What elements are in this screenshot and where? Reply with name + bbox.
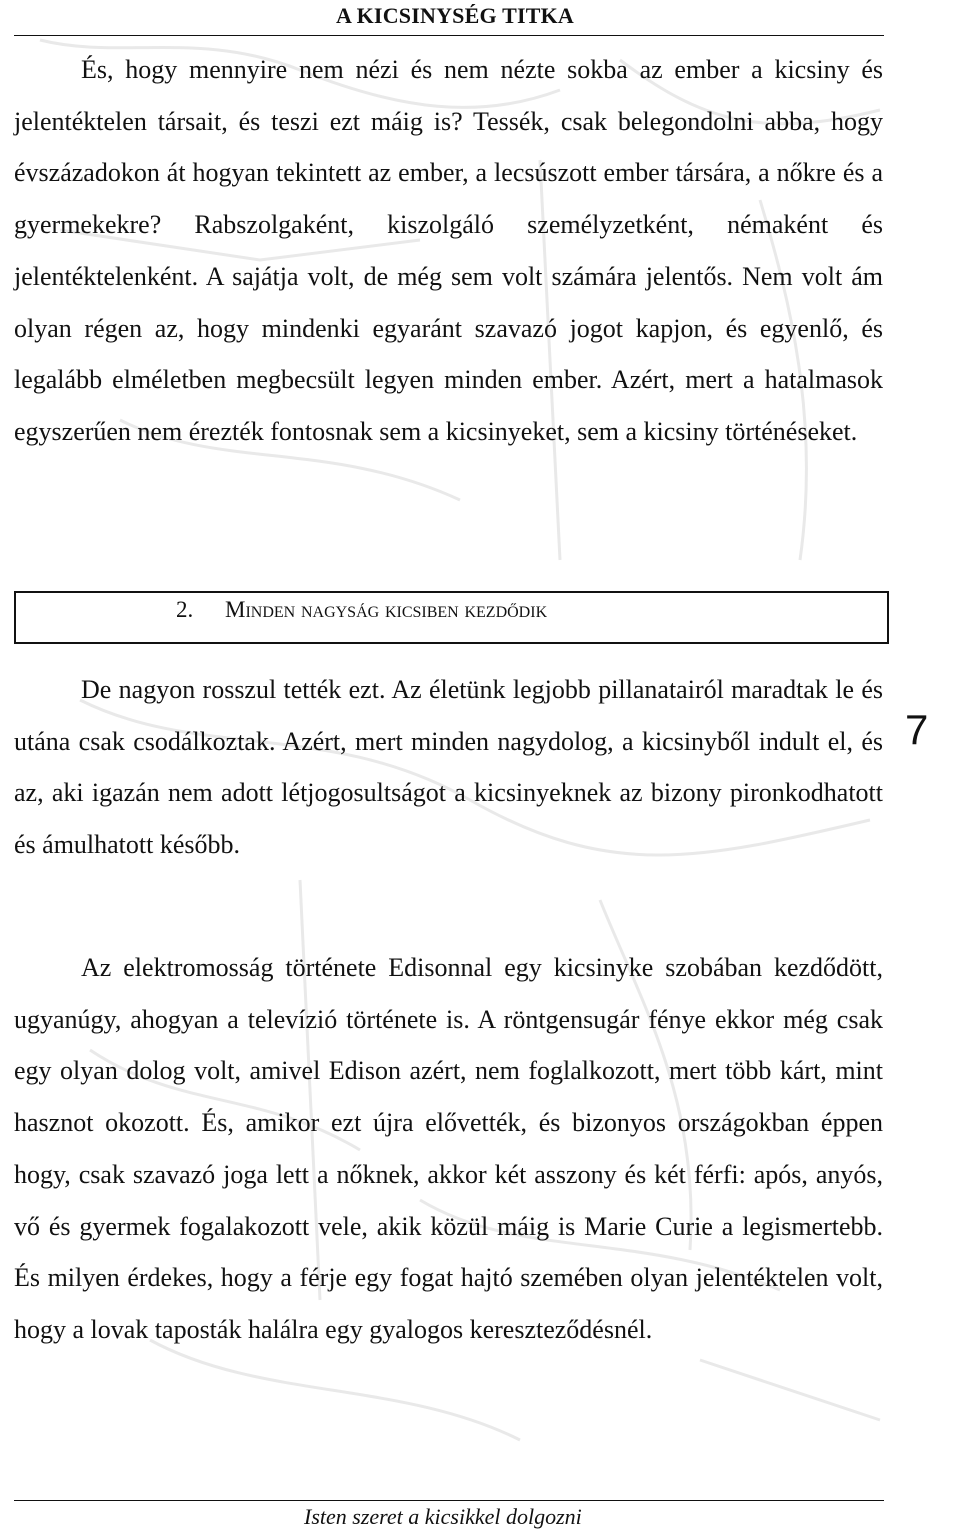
section-heading xyxy=(176,597,547,623)
paragraph-1: És, hogy mennyire nem nézi és nem nézte sokba az ember a kicsiny és jelentéktelen társait, és teszi ezt máig is? Tessék, csak belegondolni abba, hogy évszázadokon át hogyan tekintett az ember, a lecsúszott ember társára, a nőkre és a gyermekekre? Rabszolgaként, kiszolgáló személyzetként, némaként és jelentéktelenként. A sajátja volt, de még sem volt számára jelentős. Nem volt ám olyan régen az, hogy mindenki egyaránt szavazó jogot kapjon, és egyenlő, és legalább elméletben megbecsült legyen minden ember. Azért, mert a hatalmasok egyszerűen nem érezték fontosnak sem a kicsinyeket, sem a kicsiny történéseket. xyxy=(14,55,883,446)
section-number: 2. xyxy=(176,597,194,622)
page-footer xyxy=(14,1500,884,1535)
section-heading-box xyxy=(14,591,889,644)
footer-text: Isten szeret a kicsikkel dolgozni xyxy=(304,1504,582,1529)
section-title: Minden nagyság kicsiben kezdődik xyxy=(225,597,548,622)
paragraph-2: De nagyon rosszul tették ezt. Az életünk legjobb pillanatairól maradtak le és utána csak csodálkoztak. Azért, mert minden nagydolog, a kicsinyből indult el, és az, aki igazán nem adott létjogosultságot a kicsinyeknek az bizony pironkodhatott és ámulhatott később. xyxy=(14,675,883,860)
paragraph-3: Az elektromosság története Edisonnal egy kicsinyke szobában kezdődött, ugyanúgy, ahogyan a televízió története is. A röntgensugár fénye ekkor még csak egy olyan dolog volt, amivel Edison azért, nem foglalkozott, mert több kárt, mint hasznot okozott. És, amikor ezt újra elővették, és bizonyos országokban éppen hogy, csak szavazó joga lett a nőknek, akkor két asszony és két férfi: após, anyós, vő és gyermek fogalakozott vele, akik közül máig is Marie Curie a legismertebb. És milyen érdekes, hogy a férje egy fogat hajtó szemében olyan jelentéktelen volt, hogy a lovak taposták halálra egy gyalogos kereszteződésnél. xyxy=(14,953,883,1344)
running-title: A KICSINYSÉG TITKA xyxy=(336,3,574,28)
page-number: 7 xyxy=(905,706,929,753)
page-header xyxy=(14,0,884,36)
